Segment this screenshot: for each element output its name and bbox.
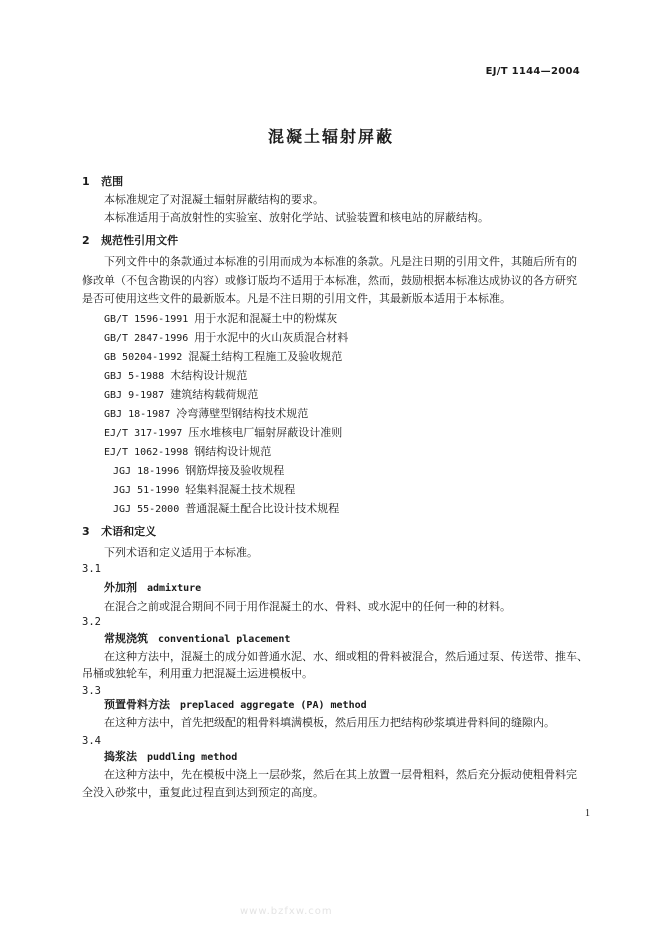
reference-item: GBJ 9-1987 建筑结构载荷规范 <box>104 388 259 401</box>
term-definition-continued: 全没入砂浆中，重复此过程直到达到预定的高度。 <box>82 786 324 799</box>
section-2-intro-line-1: 下列文件中的条款通过本标准的引用而成为本标准的条款。凡是注日期的引用文件，其随后所有的 <box>104 255 577 268</box>
term-number: 3.1 <box>82 563 101 575</box>
reference-item: EJ/T 317-1997 压水堆核电厂辐射屏蔽设计准则 <box>104 426 343 439</box>
section-1-paragraph-1: 本标准规定了对混凝土辐射屏蔽结构的要求。 <box>104 193 324 206</box>
term-definition: 在这种方法中，先在模板中浇上一层砂浆，然后在其上放置一层骨粗料，然后充分振动使粗骨料完 <box>104 768 577 781</box>
reference-item: GB/T 1596-1991 用于水泥和混凝土中的粉煤灰 <box>104 312 338 325</box>
section-1-paragraph-2: 本标准适用于高放射性的实验室、放射化学站、试验装置和核电站的屏蔽结构。 <box>104 211 489 224</box>
section-1-heading: 1 范围 <box>82 175 124 188</box>
reference-item: JGJ 18-1996 钢筋焊接及验收规程 <box>113 464 285 477</box>
term-title: 常规浇筑 conventional placement <box>104 632 291 645</box>
term-title: 捣浆法 puddling method <box>104 750 238 763</box>
section-2-intro-line-3: 是否可使用这些文件的最新版本。凡是不注日期的引用文件，其最新版本适用于本标准。 <box>82 292 511 305</box>
page-number: 1 <box>585 808 590 819</box>
reference-item: GB/T 2847-1996 用于水泥中的火山灰质混合材料 <box>104 331 349 344</box>
term-definition: 在混合之前或混合期间不同于用作混凝土的水、骨料、或水泥中的任何一种的材料。 <box>104 600 511 613</box>
term-title: 外加剂 admixture <box>104 581 202 594</box>
section-2-intro-line-2: 修改单（不包含勘误的内容）或修订版均不适用于本标准，然而，鼓励根据本标准达成协议的各方研究 <box>82 274 577 287</box>
reference-item: JGJ 55-2000 普通混凝土配合比设计技术规程 <box>113 502 340 515</box>
term-definition: 在这种方法中，首先把级配的粗骨料填满模板，然后用压力把结构砂浆填进骨料间的缝隙内。 <box>104 716 555 729</box>
section-3-heading: 3 术语和定义 <box>82 525 157 538</box>
term-number: 3.4 <box>82 735 101 747</box>
term-definition: 在这种方法中，混凝土的成分如普通水泥、水、细或粗的骨料被混合，然后通过泵、传送带、推车、 <box>104 650 588 663</box>
section-3-intro: 下列术语和定义适用于本标准。 <box>104 546 258 559</box>
page-title: 混凝土辐射屏蔽 <box>267 127 394 146</box>
reference-item: EJ/T 1062-1998 钢结构设计规范 <box>104 445 272 458</box>
term-definition-continued: 吊桶或独轮车，利用重力把混凝土运进模板中。 <box>82 667 313 680</box>
standard-code: EJ/T 1144—2004 <box>485 66 580 77</box>
reference-item: GBJ 5-1988 木结构设计规范 <box>104 369 248 382</box>
term-number: 3.2 <box>82 616 101 628</box>
watermark: www.bzfxw.com <box>240 906 333 917</box>
section-2-heading: 2 规范性引用文件 <box>82 234 179 247</box>
reference-item: JGJ 51-1990 轻集料混凝土技术规程 <box>113 483 296 496</box>
term-title: 预置骨料方法 preplaced aggregate (PA) method <box>104 698 367 711</box>
reference-item: GBJ 18-1987 冷弯薄壁型钢结构技术规范 <box>104 407 309 420</box>
term-number: 3.3 <box>82 685 101 697</box>
reference-item: GB 50204-1992 混凝土结构工程施工及验收规范 <box>104 350 343 363</box>
